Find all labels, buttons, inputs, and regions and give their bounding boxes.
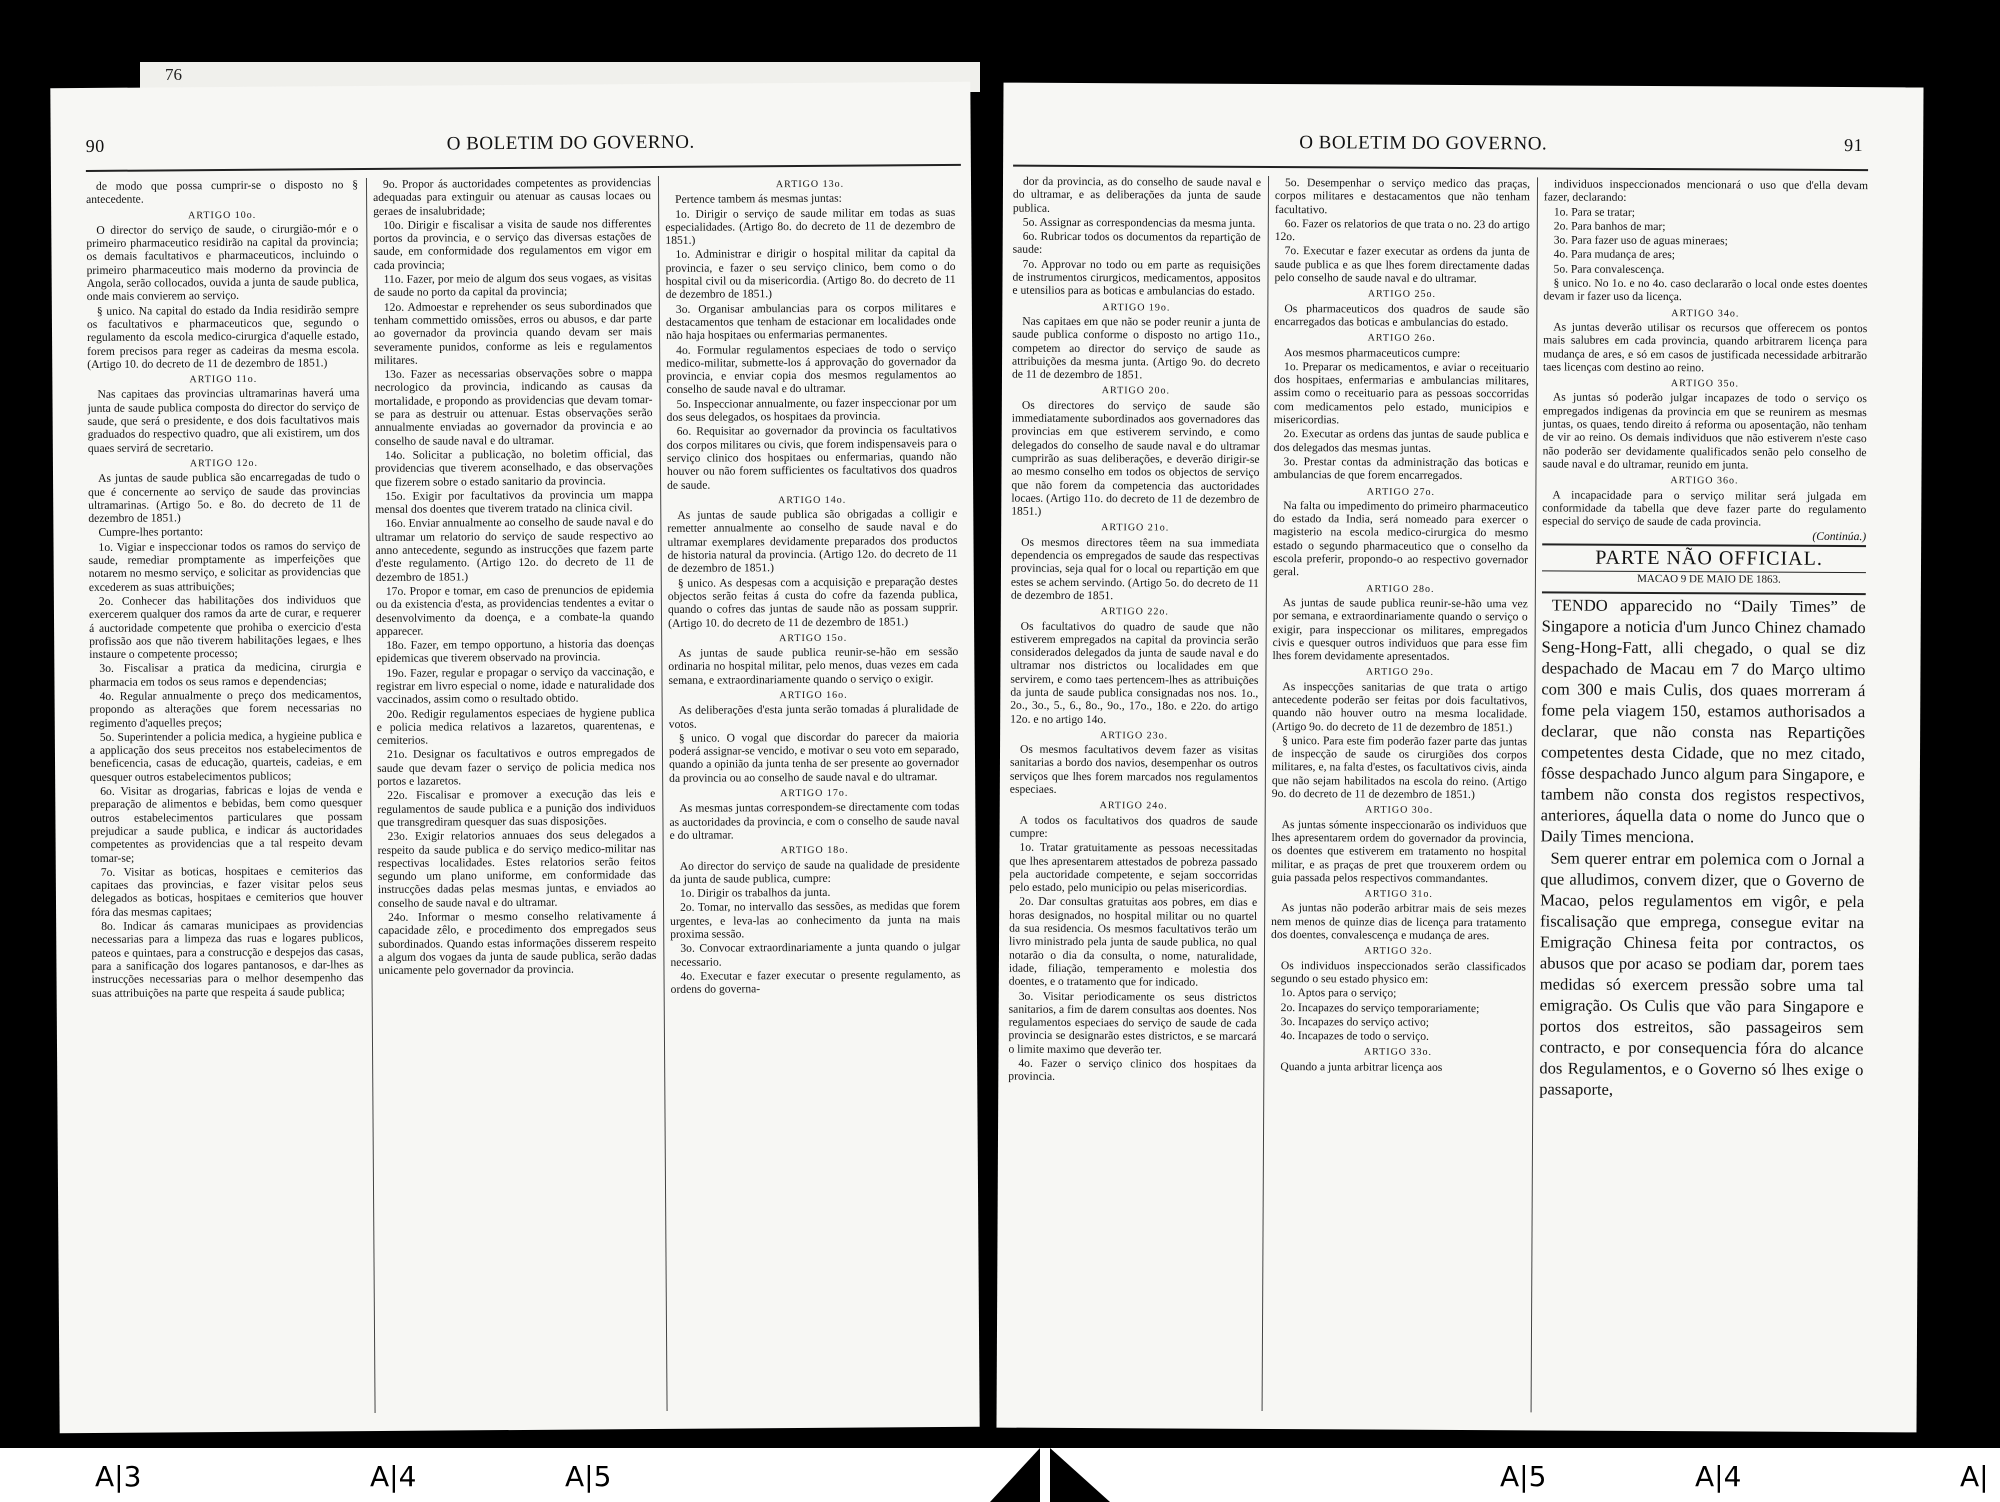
article-heading: ARTIGO 23o. [1099,729,1169,742]
paragraph: 6o. Fazer os relatorios de que trata o no. 23 do artigo 12o. [1274,216,1530,244]
paragraph: Nas capitaes em que não se poder reunir a junta de saude publica conforme o disposto no artigo 11o., competem ao director do serviço de saude as attribuições da mesma junta. (Artigo 9o. do decreto de 11 de dezembro de 1851. [1011,314,1261,382]
article-heading: ARTIGO 10o. [188,209,257,221]
article-heading: ARTIGO 31o. [1364,888,1433,901]
paragraph: As deliberações d'esta junta serão tomadas á pluralidade de votos. [668,702,959,731]
article-heading: ARTIGO 32o. [1364,945,1433,958]
paragraph: As juntas de saude publica são encarregadas de tudo o que é concernente ao serviço de saude das provincias ultramarinas. (Artigo 5o. e 8o. do decreto de 11 de dezembro de 1851.) [88,470,361,526]
paragraph: 3o. Convocar extraordinariamente a junta quando o julgar necessario. [670,940,961,969]
paragraph: 1o. Preparar os medicamentos, e aviar o receituario dos hospitaes, enfermarias e ambulancias militares, assim como o receituario para as pessoas soccorridas com medicamentos pelo estado, municipios e misericordias. [1273,359,1530,427]
paragraph: § unico. Para este fim poderão fazer parte das juntas de inspecção de saude os cirurgiões dos corpos militares, e, na falta d'estes, os facultativos civis, ainda que não sejam habilitados na escola do reino. (Artigo 9o. do decreto de 11 de dezembro de 1851.) [1271,733,1528,802]
paragraph: 22o. Fiscalisar e promover a execução das leis e regulamentos de saude publica e a punição dos individuos que transgrediram quesquer das suas disposições. [377,787,656,829]
article-heading: ARTIGO 26o. [1367,332,1436,345]
article-heading: ARTIGO 24o. [1099,800,1168,812]
film-mark: A| [1960,1460,1989,1493]
article-heading: ARTIGO 33o. [1363,1046,1433,1059]
right-page-title: O BOLETIM DO GOVERNO. [1299,132,1548,155]
paragraph: 3o. Fiscalisar a pratica da medicina, cirurgia e pharmacia em todos os seus ramos e dependencias; [89,660,362,689]
paragraph: As juntas deverão utilisar os recursos que offerecem os pontos mais salubres em cada provincia, quando arbitrarem licença para mudança de ares, e só em casos de justificada necessidade arbitrarão taes licenças com destino ao reino. [1543,320,1868,375]
article-heading: ARTIGO 30o. [1365,804,1434,817]
article-heading: ARTIGO 25o. [1367,288,1437,301]
paragraph: 2o. Para banhos de mar; [1553,219,1666,233]
paragraph: 1o. Dirigir o serviço de saude militar em todas as suas especialidades. (Artigo 8o. do decreto de 11 de dezembro de 1851.) [665,205,956,248]
paragraph: 20o. Redigir regulamentos especiaes de hygiene publica e policia medica relativos a lazaretos, quarentenas, e cemiterios. [376,705,655,748]
paragraph: 5o. Desempenhar o serviço medico das praças, corpos militares e destacamentos que não tenham facultativo. [1274,176,1531,216]
left-column-3 [665,174,964,1416]
header-rule [86,164,961,172]
paragraph: 8o. Indicar ás camaras municipaes as providencias necessarias para a limpeza das ruas e logares publicos, pateos e quintaes, para a construcção e despejos das casas, para a sanificação dos logares pantanosos, e dar-lhes as instrucções necessarias para o melhor desempenho das suas attribuições na parte que respeita á saude publica; [91,918,364,1000]
paragraph: As juntas de saude publica são obrigadas a colligir e remetter annualmente ao conselho de saude naval e do ultramar exemplares devidamente preparados dos productos de historia natural da provincia. (Artigo 12o. do decreto de 11 de dezembro de 1851.) [667,507,958,576]
paragraph: 2o. Conhecer das habilitações dos individuos que exercerem qualquer dos ramos da arte de curar, e requerer á auctoridade competente que prohiba o exercicio d'esta profissão aos que não tiverem habilitações legaes, e lhes instaure o competente processo; [88,592,362,662]
right-page [996,83,1923,1433]
paragraph: Pertence tambem ás mesmas juntas: [675,192,842,207]
left-page [50,82,979,1433]
paragraph: 1o. Administrar e dirigir o hospital militar da capital da provincia, e fazer o seu serviço clinico, bem como o do hospital civil ou da misericordia. (Artigo 8o. do decreto de 11 de dezembro de 1851.) [665,246,956,302]
dateline: MACAO 9 DE MAIO DE 1863. [1542,572,1866,595]
paragraph: 11o. Fazer, por meio de algum dos seus vogaes, as visitas de saude no porto da capital da provincia; [373,271,652,300]
paragraph: 1o. Aptos para o serviço; [1280,986,1397,1000]
film-mark: A|5 [565,1460,612,1493]
paragraph: § unico. As despesas com a acquisição e preparação destes objectos serão feitas á custa do cofre da fazenda publica, quando o cofres das juntas de saude não as possam supprir. (Artigo 10. do decreto de 11 de dezembro de 1851.) [667,574,959,630]
article-heading: ARTIGO 13o. [775,178,845,191]
section-title: PARTE NÃO OFFICIAL. [1542,543,1866,573]
article-heading: ARTIGO 36o. [1670,475,1739,487]
paragraph: 2o. Executar as ordens das juntas de saude publica e dos delegados das mesmas juntas. [1273,427,1529,455]
paragraph: A todos os facultativos dos quadros de saude cumpre: [1009,813,1258,840]
paragraph: 4o. Fazer o serviço clinico dos hospitaes da provincia. [1008,1056,1257,1084]
paragraph: 2o. Tomar, no intervallo das sessões, as medidas que forem urgentes, e leva-las ao conhecimento da junta na mais proxima sessão. [670,899,961,941]
paragraph: Os facultativos do quadro de saude que não estiverem empregados na capital da provincia serão considerados delegados da junta de saude naval e do ultramar nos districtos ou localidades em que servirem, e como taes pertencem-lhes as attribuições da junta de saude publica consignadas nos nos. 1o., 2o., 3o., 5., 6., 8o., 9o., 17o., 18o. e 22o. do artigo 12o. e no artigo 14o. [1010,619,1259,726]
article-heading: ARTIGO 16o. [779,689,848,702]
paragraph: O director do serviço de saude, o cirurgião-mór e o primeiro pharmaceutico residirão na capital da provincia; os demais facultativos e pharmaceuticos, incluindo o primeiro pharmaceutico mais moderno da provincia de Angola, serão collocados, ouvida a junta de saude publica, onde mais convierem ao serviço. [86,221,359,304]
paragraph: 15o. Exigir por facultativos da provincia um mappa mensal dos doentes que tiverem tratado na clinica civil. [375,487,654,517]
folio-number: 76 [165,65,182,84]
paragraph: 6o. Rubricar todos os documentos da repartição de saude: [1012,229,1261,257]
article-heading: ARTIGO 19o. [1102,301,1171,314]
film-mark: A|5 [1500,1460,1547,1493]
paragraph: Os directores do serviço de saude são immediatamente subordinados aos governadores das provincias em que estiverem servindo, e como delegados do conselho de saude naval e do ultramar cumprirão as suas deliberações, e deverão dirigir-se ao mesmo conselho em todos os objectos de serviço que não forem da competencia das auctoridades locaes. (Artigo 11o. do decreto de 11 de dezembro de 1851.) [1011,398,1260,518]
film-mark: A|3 [95,1460,142,1493]
paragraph: 5o. Assignar as correspondencias da mesma junta. [1022,215,1256,230]
paragraph: As mesmas juntas correspondem-se directamente com todas as auctoridades da provincia, e com o conselho de saude naval e do ultramar. [669,800,960,842]
left-column-2 [373,176,660,1418]
article-heading: ARTIGO 17o. [780,787,849,800]
paragraph: Quando a junta arbitrar licença aos [1280,1059,1443,1074]
article-heading: ARTIGO 34o. [1671,307,1740,320]
right-column-1 [1007,175,1261,1416]
article-heading: ARTIGO 20o. [1101,385,1171,397]
paragraph: As juntas só poderão julgar incapazes de todo o serviço os empregados indigenas da provincia em que se reunirem as mesmas juntas, os quaes, tendo direito á reforma ou aposentação, não tenham de vir ao reino. Os demais individuos que não estiverem n'este caso não poderão ser devidamente qualificados senão pelo conselho de saude naval e do ultramar, reunido em junta. [1542,390,1867,472]
article-heading: ARTIGO 15o. [779,632,848,644]
paragraph: 13o. Fazer as necessarias observações sobre o mappa necrologico da provincia, indicando as causas da mortalidade, e propondo as providencias que devam tomar-se para as destruir ou attenuar. Estas observações serão annualmente enviadas ao governador da provincia e ao conselho de saude naval e do ultramar. [374,366,653,448]
paragraph: 5o. Inspeccionar annualmente, ou fazer inspeccionar por um dos seus delegados, os hospitaes da provincia. [666,395,957,424]
paragraph: Na falta ou impedimento do primeiro pharmaceutico do estado da India, será nomeado para exercer o magisterio na escola medico-cirurgica do mesmo estado o segundo pharmaceutico que o conselho da escola preferir, propondo-o ao respectivo governador geral. [1272,498,1529,579]
article-heading: ARTIGO 35o. [1670,378,1740,390]
paragraph: A incapacidade para o serviço militar será julgada em conformidade da tabella que deve fazer parte do regulamento especial do serviço de saude de cada provincia. [1542,488,1867,529]
paragraph: 7o. Visitar as boticas, hospitaes e cemiterios das capitaes das provincias, e fazer visitar pelos seus delegados as boticas, hospitaes e cemiterios que houver fóra das mesmas capitaes; [90,863,364,919]
paragraph: 4o. Regular annualmente o preço dos medicamentos, propondo as alterações que forem necessarias no regimento d'aquelles preços; [89,688,362,730]
paragraph: § unico. Na capital do estado da India residirão sempre os facultativos e pharmaceuticos que, segundo o regulamento da escola medico-cirurgica d'aquelle estado, forem precisos para reger as cadeiras da mesma escola. (Artigo 10. do decreto de 11 de dezembro de 1851.) [86,302,360,371]
paragraph: Nas capitaes das provincias ultramarinas haverá uma junta de saude publica composta do director do serviço de saude, que será o presidente, e dos dois facultativos mais graduados do respectivo quadro, que ali existirem, um dos quaes servirá de secretario. [87,386,360,455]
paragraph: 23o. Exigir relatorios annuaes dos seus delegados a respeito da saude publica e do serviço medico-militar nas respectivas localidades. Estes relatorios serão feitos segundo um plano uniforme, em conformidade das instrucções dadas pelas mesmas juntas, e enviados ao conselho de saude naval e do ultramar. [377,828,656,910]
paragraph: 3o. Visitar periodicamente os seus districtos sanitarios, a fim de darem consultas aos doentes. Nos regulamentos especiaes do serviço de saude de cada provincia se designarão estes districtos, e se marcará o limite maximo que deverão ter. [1008,989,1257,1057]
left-page-header [51,130,971,166]
paragraph: 7o. Executar e fazer executar as ordens da junta de saude publica e as que lhes forem directamente dadas pelo conselho de saude naval e do ultramar. [1274,244,1530,286]
paragraph: 14o. Solicitar a publicação, no boletim official, das providencias que tiverem aconselhado, e das observações que fizerem sobre o estado sanitario da provincia. [374,446,654,489]
column-divider [1262,176,1269,1411]
left-column-1 [86,178,367,1420]
paragraph: As inspecções sanitarias de que trata o artigo antecedente poderão ser feitas por dois facultativos, quando não houver outro na mesma localidade. (Artigo 9o. do decreto de 11 de dezembro de 1851.) [1272,679,1528,734]
paragraph: 2o. Dar consultas gratuitas aos pobres, em dias e horas designados, no hospital militar ou no quartel da sua residencia. Os mesmos facultativos terão um livro ministrado pela junta de saude publica, no qual notarão o dia da consulta, o nome, naturalidade, idade, filiação, temperamento e molestia dos doentes, e o tratamento que for indicado. [1008,895,1258,989]
paragraph: 18o. Fazer, em tempo opportuno, a historia das doenças epidemicas que tiverem observado na provincia. [376,637,655,666]
paragraph: 1o. Dirigir os trabalhos da junta. [679,885,831,900]
paragraph: 4o. Formular regulamentos especiaes de todo o serviço medico-militar, submette-los á approvação do governador da provincia, e enviar copia dos mesmos regulamentos ao conselho de saude naval e do ultramar. [666,341,957,397]
paragraph: As juntas de saude publica reunir-se-hão em sessão ordinaria no hospital militar, pelo menos, duas vezes em cada semana, e extraordinariamente quando o serviço o exigir. [668,644,959,687]
paragraph: As juntas de saude publica reunir-se-hão uma vez por semana, e extraordinariamente quando o serviço o exigir, para inspeccionar os militares, empregados civis e quesquer outros individuos que para esse fim lhes forem devidamente apresentados. [1272,595,1528,664]
paragraph: As juntas não poderão arbitrar mais de seis mezes nem menos de quinze dias de licença para tratamento dos doentes, convalescença e mudança de ares. [1271,901,1527,943]
paragraph: Aos mesmos pharmaceuticos cumpre: [1284,345,1461,360]
right-page-header [1003,131,1923,166]
right-page-number: 91 [1844,135,1864,156]
article-heading: ARTIGO 29o. [1365,666,1435,679]
paragraph: 1o. Vigiar e inspeccionar todos os ramos do serviço de saude, remediar promptamente as imperfeições que notarem no mesmo serviço, e solicitar as providencias que excederem as suas attribuições; [88,538,361,594]
paragraph: 9o. Propor ás auctoridades competentes as providencias adequadas para extinguir ou atenuar as causas locaes ou geraes de insalubridade; [373,176,652,218]
continues-note: (Continúa.) [1812,530,1867,544]
article-heading: ARTIGO 28o. [1366,583,1435,595]
paragraph: Os individuos inspeccionados serão classificados segundo o seu estado physico em: [1270,958,1526,986]
paragraph: 12o. Admoestar e reprehender os seus subordinados que tenham commettido omissões, erros ou abusos, e dar parte ao governador da provincia quando devam ser mais severamente punidos, conforme as leis e regulamentos militares. [373,298,653,367]
article-heading: ARTIGO 18o. [780,844,849,857]
paragraph: 7o. Approvar no todo ou em parte as requisições de instrumentos cirurgicos, medicamentos, appositos e utensilios para as boticas e ambulancias do estado. [1012,257,1261,299]
paragraph: § unico. O vogal que discordar do parecer da maioria poderá assignar-se vencido, e motivar o seu voto em separado, quando a opinião da junta tenha de ser presente ao governador da provincia ou ao conselho de saude naval e do ultramar. [668,729,960,785]
article-heading: ARTIGO 27o. [1366,486,1436,498]
paragraph: 19o. Fazer, regular e propagar o serviço da vaccinação, e registrar em livro especial o nome, idade e naturalidade dos vaccinados, assim como o resultado obtido. [376,664,655,707]
article-heading: ARTIGO 22o. [1100,606,1169,618]
film-mark: A|4 [370,1460,417,1493]
paragraph: § unico. No 1o. e no 4o. caso declararão o local onde estes doentes devam ir fazer uso da licença. [1543,276,1868,304]
paragraph: 6o. Requisitar ao governador da provincia os facultativos dos corpos militares ou civis, que forem indispensaveis para o serviço clinico dos hospitaes ou enfermarias, quando não houver ou não forem sufficientes os facultativos dos quadros de saude. [666,423,958,492]
header-rule [1013,165,1868,171]
paragraph: dor da provincia, as do conselho de saude naval e do ultramar, e as deliberações da junta de saude publica. [1012,174,1262,215]
paragraph: de modo que possa cumprir-se o disposto no § antecedente. [86,178,359,207]
paragraph: 24o. Informar o mesmo conselho relativamente á capacidade zêlo, e procedimento dos empregados seus subordinados. Quando estas informações disserem respeito a algum dos vogaes da junta de saude publica, serão dadas unicamente pelo governador da provincia. [378,909,657,978]
paragraph: 5o. Superintender a policia medica, a hygieine publica e a applicação dos seus preceitos nos estabelecimentos de beneficencia, casas de educação, quarteis, cadeias, e em quesquer outros estabelecimentos publicos; [89,728,363,784]
right-column-3 [1538,177,1868,1419]
paragraph: 4o. Executar e fazer executar o presente regulamento, as ordens do governa- [670,967,961,997]
news-paragraph: Sem querer entrar em polemica com o Jornal a que alludimos, convem dizer, que o Governo de Macao, pelos regulamentos em vigôr, e pela fiscalisação que emprega, consegue evitar na Emigração Chinesa feita por contractos, os abusos que por acaso se podiam dar, porem taes medidas só exercem pressão sobre uma tal emigração. Os Culis que vão para Singapore e portos dos estreitos, são passageiros sem contracto, e por consequencia fóra do alcance dos Regulamentos, e o Governo só lhes exige o passaporte, [1539,848,1865,1100]
paragraph: 3o. Incapazes do serviço activo; [1280,1014,1430,1029]
left-page-title: O BOLETIM DO GOVERNO. [446,131,695,155]
paragraph: 1o. Para se tratar; [1553,205,1636,219]
paragraph: 4o. Para mudança de ares; [1553,247,1676,262]
article-heading: ARTIGO 14o. [778,494,847,506]
left-page-number: 90 [85,135,105,156]
paragraph: 10o. Dirigir e fiscalisar a visita de saude nos differentes portos da provincia, e o serviço das diversas estações de saude, em conformidade dos regulamentos em vigor em cada provincia; [373,216,652,272]
paragraph: 21o. Designar os facultativos e outros empregados de saude que devam fazer o serviço de policia medica nos portos e lazaretos. [377,746,656,789]
news-paragraph: TENDO apparecido no “Daily Times” de Singapore a noticia d'um Junco Chinez chamado Seng-Hong-Fatt, alli chegado, o qual se diz despachado de Macau em 7 do Março ultimo com 300 e mais Culis, dos quaes morreram á fome pela viagem 150, estamos authorisados a declarar, que não consta nas Repartições competentes desta Cidade, que no mez citado, fôsse despachado Junco algum para Singapore, e tambem não consta dos registos respectivos, anteriores, áquella data o nome do Junco que o Daily Times menciona. [1540,595,1866,847]
right-column-2 [1269,176,1530,1417]
column-divider [1531,177,1538,1412]
paragraph: Cumpre-lhes portanto: [98,525,204,540]
paragraph: Ao director do serviço de saude na qualidade de presidente da junta de saude publica, cumpre: [669,857,960,886]
film-triangle-marks [990,1448,1170,1502]
paragraph: Os mesmos facultativos devem fazer as visitas sanitarias a bordo dos navios, desempenhar os outros serviços que lhes forem marcados nos regulamentos especiaes. [1009,742,1259,796]
paragraph: 4o. Incapazes de todo o serviço. [1280,1029,1429,1043]
paragraph: 2o. Incapazes do serviço temporariamente; [1280,1000,1480,1015]
paragraph: Os mesmos directores têem na sua immediata dependencia os empregados de saude das respectivas provincias, seja qual for o local ou repartição em que estes se achem servindo. (Artigo 5o. do decreto de 11 de dezembro de 1851. [1010,535,1260,603]
paragraph: 3o. Prestar contas da administração das boticas e ambulancias de que forem encarregados. [1273,455,1529,483]
paragraph: 1o. Tratar gratuitamente as pessoas necessitadas que lhes apresentarem attestados de pobreza passado pela auctoridade competente, e sejam soccorridas pelo estado, pelo municipio ou pelas misericordias. [1009,840,1258,896]
paragraph: Os pharmaceuticos dos quadros de saude são encarregados das boticas e ambulancias do estado. [1274,301,1530,330]
paragraph: individuos inspeccionados mencionará o uso que d'ella devam fazer, declarando: [1543,177,1869,205]
paragraph: 17o. Propor e tomar, em caso de prenuncios de epidemia ou da existencia d'esta, as providencias tendentes a evitar o desenvolvimento da doença, e a combate-la quando apparecer. [375,582,655,638]
paragraph: 3o. Para fazer uso de aguas mineraes; [1553,233,1728,248]
paragraph: 16o. Enviar annualmente ao conselho de saude naval e do ultramar um relatorio do serviço de saude respectivo ao anno antecedente, segundo as instrucções que fazem parte d'este regulamento. (Artigo 12o. do decreto de 11 de dezembro de 1851.) [375,515,654,584]
paragraph: 3o. Organisar ambulancias para os corpos militares e destacamentos que tenham de estacionar em localidades onde não haja hospitaes ou enfermarias permanentes. [665,300,957,343]
article-heading: ARTIGO 11o. [189,373,258,386]
paragraph: 5o. Para convalescença. [1553,262,1665,276]
film-mark: A|4 [1695,1460,1742,1493]
paragraph: 6o. Visitar as drogarias, fabricas e lojas de venda e preparação de alimentos e bebidas, bem como quesquer outros estabelecimentos particulares que possam prejudicar a saude publica, e indicar ás auctoridades competentes as providencias que a tal respeito devam tomar-se; [90,783,363,865]
paragraph: As juntas sómente inspeccionarão os individuos que lhes apresentarem ordem do governador da provincia, os doentes que estiverem em tratamento no hospital militar, e as praças de pret que trouxerem ordem ou guia passada pelos respectivos commandantes. [1271,817,1527,885]
article-heading: ARTIGO 21o. [1101,522,1170,534]
article-heading: ARTIGO 12o. [189,457,259,470]
